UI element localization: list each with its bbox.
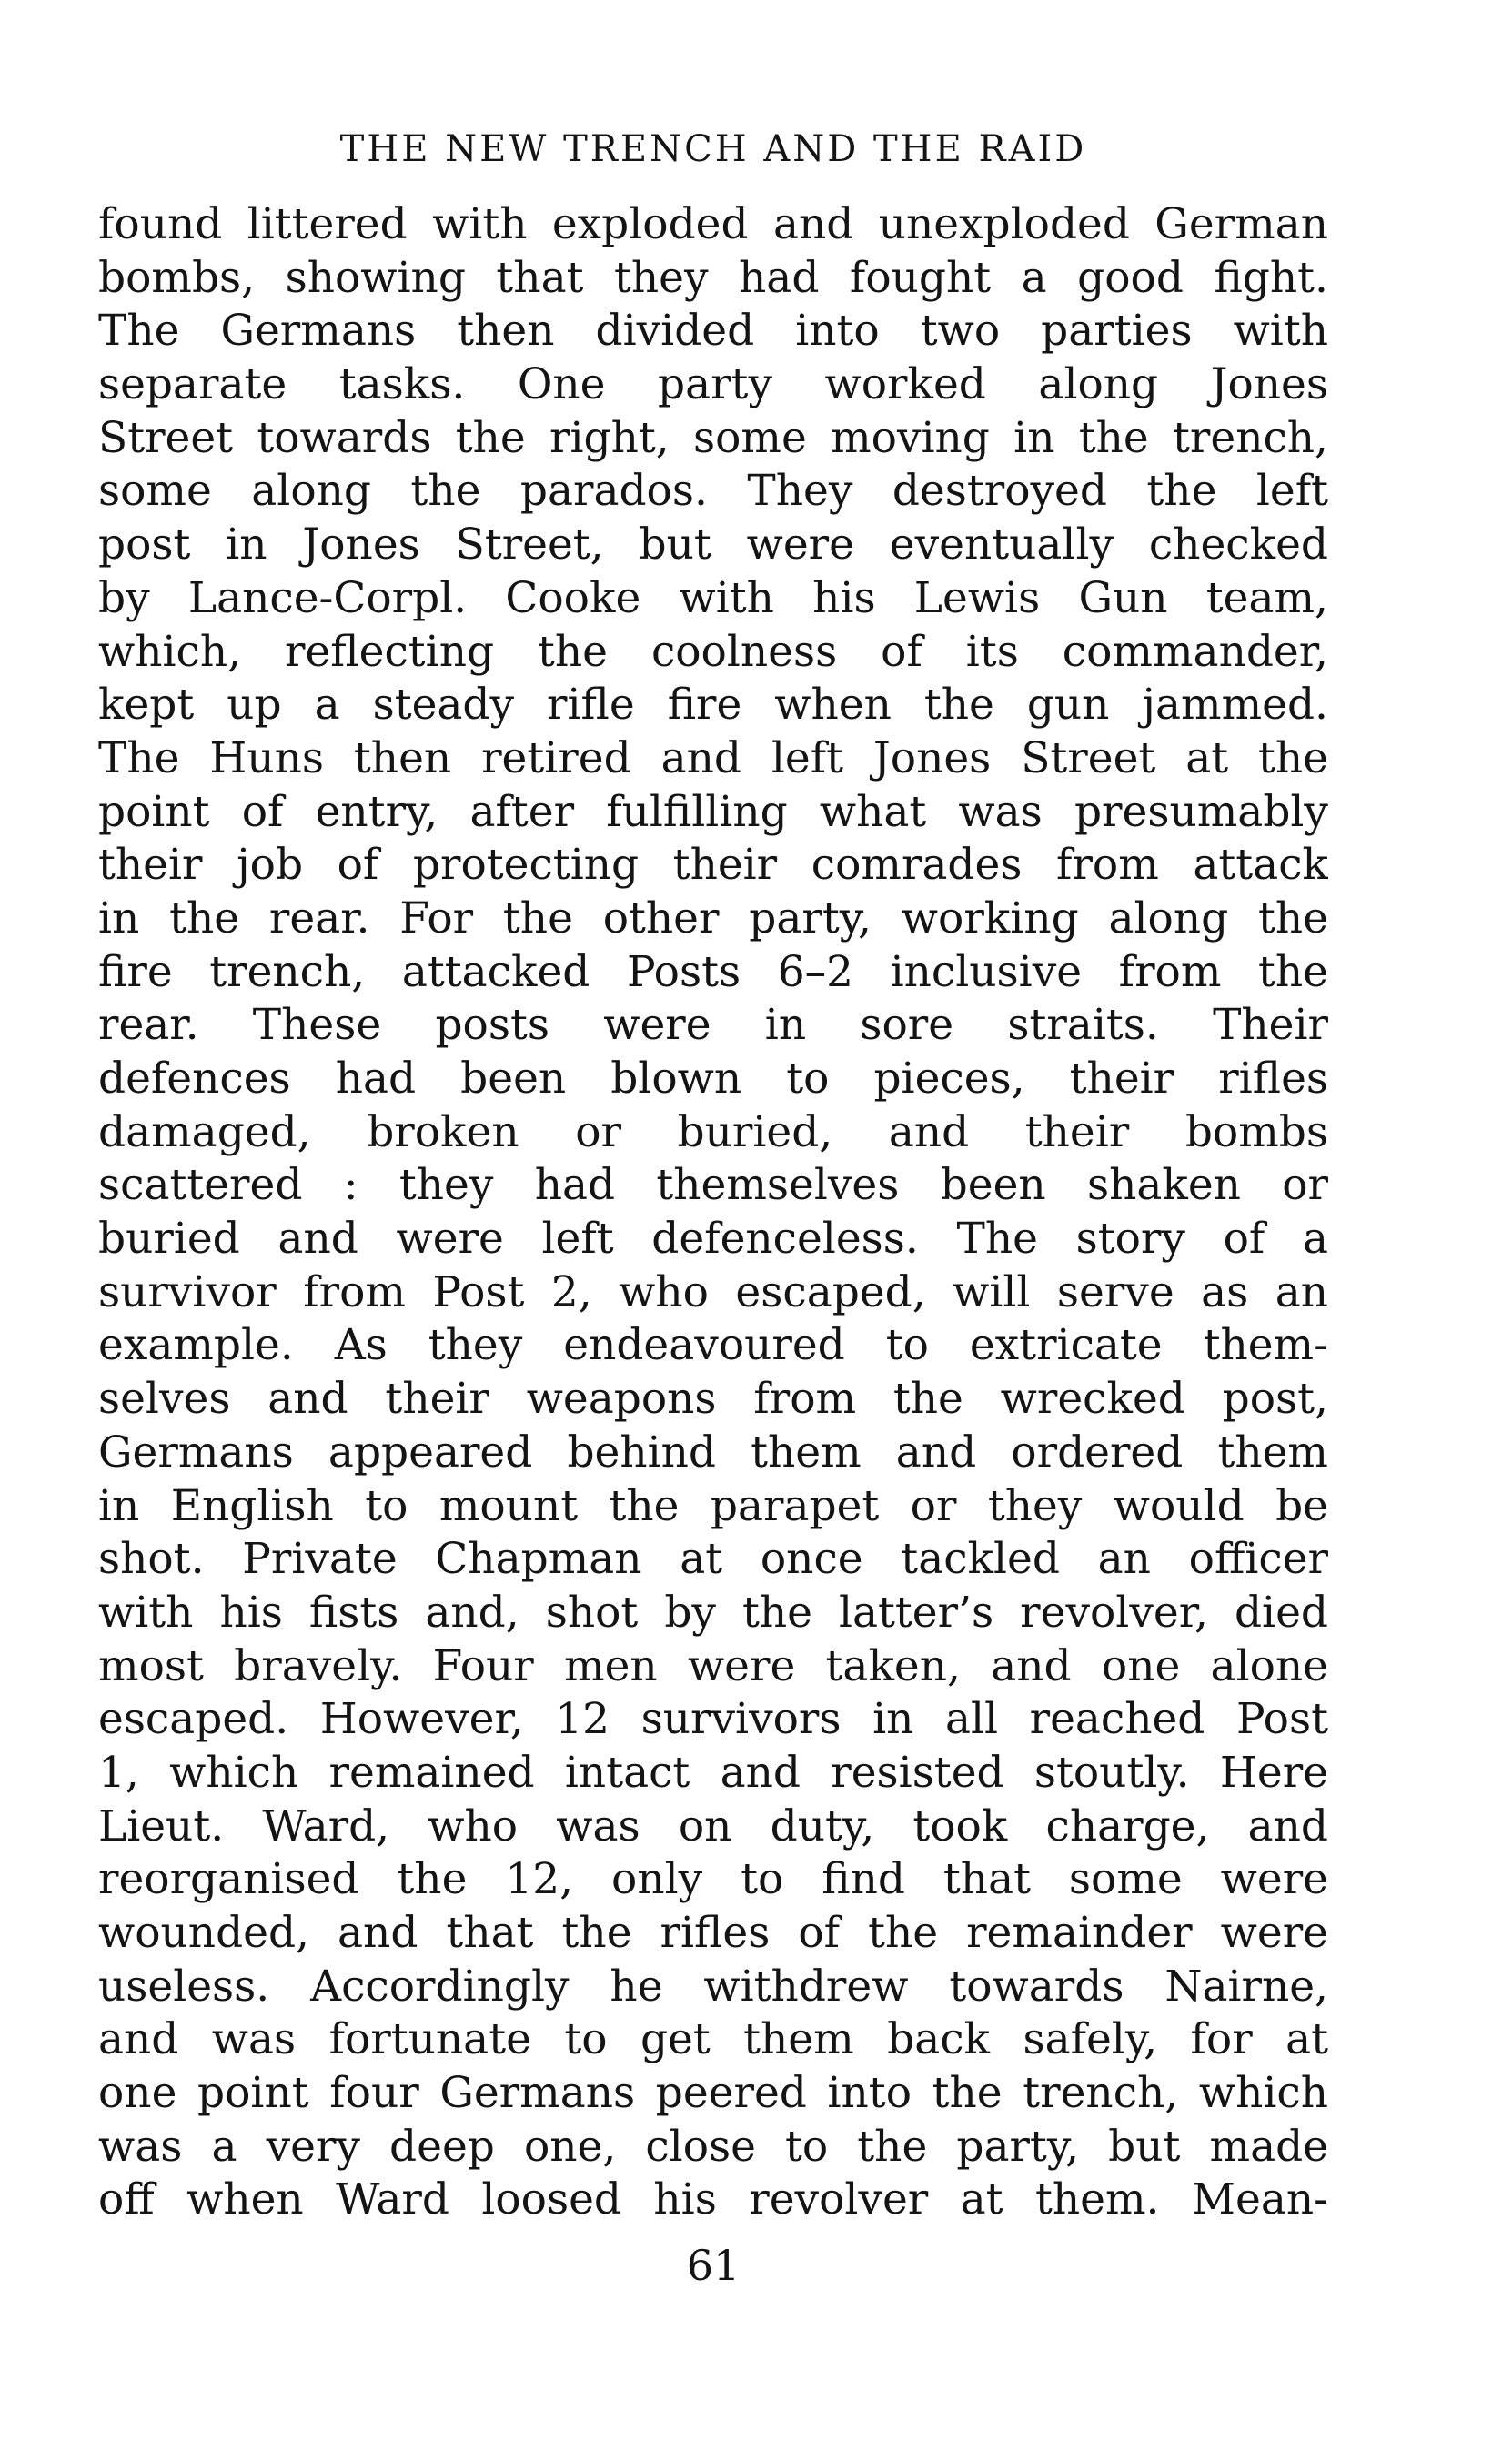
text-line: was a very deep one, close to the party, but made <box>98 2121 1328 2172</box>
body-text <box>98 198 1328 2227</box>
text-line: damaged, broken or buried, and their bombs <box>98 1106 1328 1157</box>
text-line: escaped. However, 12 survivors in all reached Post <box>98 1694 1328 1745</box>
text-line: wounded, and that the rifles of the remainder were <box>98 1908 1328 1958</box>
text-line: defences had been blown to pieces, their rifles <box>98 1054 1328 1104</box>
text-line: which, reflecting the coolness of its commander, <box>98 626 1328 677</box>
text-line: selves and their weapons from the wrecked post, <box>98 1374 1328 1425</box>
text-line: fire trench, attacked Posts 6–2 inclusive from the <box>98 946 1328 997</box>
text-line: found littered with exploded and unexploded German <box>98 199 1328 249</box>
text-line: by Lance-Corpl. Cooke with his Lewis Gun team, <box>98 572 1328 623</box>
text-line: in the rear. For the other party, working along the <box>98 893 1328 943</box>
text-line: The Huns then retired and left Jones Street at the <box>98 732 1328 783</box>
text-line: shot. Private Chapman at once tackled an officer <box>98 1534 1328 1585</box>
text-line: survivor from Post 2, who escaped, will serve as an <box>98 1266 1328 1317</box>
text-line: Germans appeared behind them and ordered them <box>98 1427 1328 1478</box>
text-line: some along the parados. They destroyed the left <box>98 466 1328 517</box>
text-line: post in Jones Street, but were eventually checked <box>98 519 1328 570</box>
text-line: most bravely. Four men were taken, and one alone <box>98 1640 1328 1691</box>
text-line: buried and were left defenceless. The story of a <box>98 1214 1328 1265</box>
text-line: their job of protecting their comrades from attack <box>98 840 1328 891</box>
text-line: reorganised the 12, only to find that some were <box>98 1854 1328 1905</box>
text-line: scattered : they had themselves been shaken or <box>98 1160 1328 1211</box>
text-line: off when Ward loosed his revolver at them. Mean- <box>98 2174 1328 2225</box>
text-line: example. As they endeavoured to extricate them- <box>98 1320 1328 1371</box>
text-line: bombs, showing that they had fought a good fight. <box>98 252 1328 303</box>
text-line: kept up a steady rifle fire when the gun jammed. <box>98 680 1328 731</box>
text-line: Street towards the right, some moving in the trench, <box>98 412 1328 463</box>
text-line: with his fists and, shot by the latter’s revolver, died <box>98 1587 1328 1638</box>
page-number: 61 <box>686 2241 741 2290</box>
text-line: useless. Accordingly he withdrew towards Nairne, <box>98 1961 1328 2012</box>
text-line: separate tasks. One party worked along Jones <box>98 359 1328 410</box>
text-line: one point four Germans peered into the trench, which <box>98 2068 1328 2119</box>
running-head: THE NEW TRENCH AND THE RAID <box>339 128 1087 170</box>
text-line: The Germans then divided into two parties with <box>98 306 1328 357</box>
text-line: rear. These posts were in sore straits. Their <box>98 1000 1328 1051</box>
text-line: point of entry, after fulfilling what was presumably <box>98 786 1328 837</box>
text-line: Lieut. Ward, who was on duty, took charge, and <box>98 1800 1328 1851</box>
text-line: and was fortunate to get them back safely, for at <box>98 2014 1328 2065</box>
text-line: 1, which remained intact and resisted stoutly. Here <box>98 1747 1328 1798</box>
text-line: in English to mount the parapet or they would be <box>98 1480 1328 1531</box>
